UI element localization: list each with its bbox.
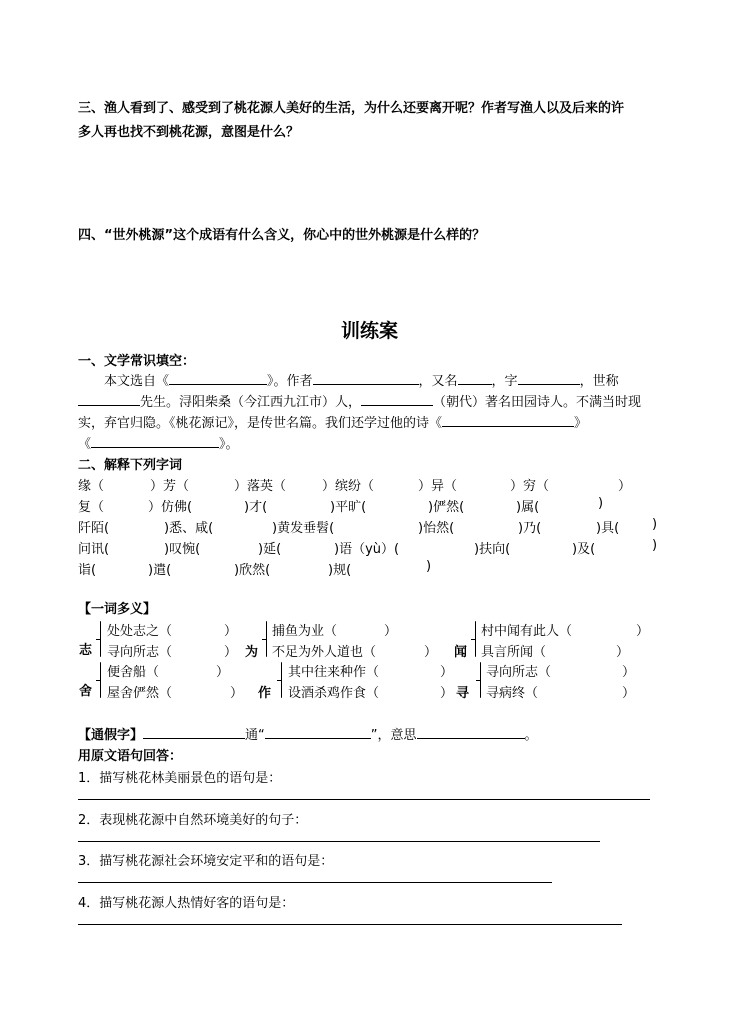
tongjia-label: 【通假字】 [78,728,144,743]
poly-sense-close: ） [622,686,636,701]
poly-sense-close: ） [440,665,454,680]
vocab-term: )属( [516,500,540,515]
brace-icon [266,621,267,657]
vocab-term: )黄发垂髫( [272,521,335,536]
poly-sense-close: ） [616,645,630,660]
answer-heading: 用原文语句回答： [78,749,183,764]
vocab-term: ）仿佛( [148,500,193,515]
literature-line-1: 本文选自《 》。作者 ，又名 ，字 ，世称 [104,370,619,389]
vocab-term: ） [618,479,632,494]
poly-sense: 捕鱼为业（ [272,624,338,639]
poly-sense-close: ） [216,665,230,680]
answer-line-4[interactable] [78,924,622,925]
poly-char-zuo: 作 [258,686,272,701]
poly-char-she: 舍 [79,684,93,699]
blank-author[interactable] [313,371,419,385]
vocab-term: )乃( [518,521,542,536]
vocab-term: 阡陌( [78,521,110,536]
vocab-term: ）缤纷（ [322,479,375,494]
tongjia-line: 【通假字】 通“ ”，意思 。 [78,724,538,743]
vocab-term: 问讯( [78,542,110,557]
poly-char-zhi: 志 [79,643,93,658]
answer-line-2[interactable] [78,841,600,842]
section-2-heading: 二、解释下列字词 [78,458,183,473]
blank-alias[interactable] [458,371,492,385]
literature-line-2: 先生。浔阳柴桑（今江西九江市）人， （朝代）著名田园诗人。不满当时现 [78,391,641,410]
blank-poem-2[interactable] [91,434,219,448]
poly-sense-close: ） [224,624,238,639]
question-3-line-1: 三、渔人看到了、感受到了桃花源人美好的生活，为什么还要离开呢？作者写渔人以及后来的许 [78,101,625,116]
poly-sense-close: ） [384,624,398,639]
literature-line-3: 实，弃官归隐。《桃花源记》，是传世名篇。我们还学过他的诗《 》 [78,412,587,431]
brace-icon [475,621,476,657]
poly-sense: 设酒杀鸡作食（ [288,686,380,701]
vocab-term: )规( [328,563,352,578]
vocab-term: 缘（ [78,479,105,494]
vocab-term: ) [652,538,658,553]
vocab-term: )扶向( [474,542,511,557]
poly-char-wen: 闻 [454,645,468,660]
poly-sense: 寻病终（ [486,686,539,701]
vocab-term: ) [598,496,604,511]
vocab-term: 复（ [78,500,105,515]
answer-question-4: 4．描写桃花源人热情好客的语句是： [78,896,295,911]
blank-source[interactable] [169,371,267,385]
poly-sense: 处处志之（ [107,624,173,639]
vocab-term: ）落英（ [234,479,287,494]
vocab-term: )欣然( [234,563,271,578]
poly-sense: 寻向所志（ [486,665,552,680]
vocab-term: )才( [244,500,268,515]
poly-sense: 便舍船（ [107,665,160,680]
vocab-term: )具( [596,521,620,536]
vocab-term: ）芳（ [150,479,190,494]
vocab-term: )悉、咸( [164,521,214,536]
poly-sense-close: ） [440,686,454,701]
poly-sense: 村中闻有此人（ [481,624,573,639]
answer-question-2: 2．表现桃花源中自然环境美好的句子： [78,813,308,828]
poly-sense-close: ） [622,665,636,680]
brace-icon [100,662,101,698]
brace-icon [480,662,481,698]
vocab-term: ）异（ [418,479,458,494]
poly-sense-close: ） [636,624,650,639]
vocab-term: 诣( [78,563,97,578]
poly-char-wei: 为 [245,645,259,660]
vocab-term: )怡然( [418,521,455,536]
answer-question-1: 1．描写桃花林美丽景色的语句是： [78,771,282,786]
brace-icon [281,662,282,698]
answer-line-1[interactable] [78,799,650,800]
vocab-term: ) [652,517,658,532]
brace-icon [100,621,101,657]
vocab-term: )遣( [148,563,172,578]
vocab-term: )延( [258,542,282,557]
vocab-term: ) [426,559,432,574]
blank-tongjia-target[interactable] [265,725,371,739]
blank-poem-1[interactable] [442,413,574,427]
vocab-term: ）穷（ [510,479,550,494]
poly-sense: 具言所闻（ [481,645,547,660]
answer-question-3: 3．描写桃花源社会环境安定平和的语句是： [78,854,334,869]
blank-tongjia-char[interactable] [143,725,245,739]
literature-line-4: 《 》。 [78,433,239,452]
poly-sense: 不足为外人道也（ [272,645,377,660]
blank-courtesy-name[interactable] [518,371,580,385]
poly-sense-close: ） [224,645,238,660]
poly-sense-close: ） [424,645,438,660]
vocab-term: )及( [572,542,596,557]
question-3-line-2: 多人再也找不到桃花源，意图是什么？ [78,125,300,140]
poly-sense: 寻向所志（ [107,645,173,660]
question-4: 四、“世外桃源”这个成语有什么含义，你心中的世外桃源是什么样的？ [78,228,486,243]
vocab-term: )语（yù）( [334,542,400,557]
blank-tongjia-meaning[interactable] [417,725,525,739]
poly-sense: 屋舍俨然（ [107,686,173,701]
polysemy-heading: 【一词多义】 [78,602,157,617]
blank-dynasty[interactable] [361,392,433,406]
poly-sense: 其中往来种作（ [288,665,380,680]
blank-title[interactable] [78,392,140,406]
section-1-heading: 一、文学常识填空： [78,354,196,369]
poly-sense-close: ） [230,686,244,701]
vocab-term: )叹惋( [164,542,201,557]
poly-char-xun: 寻 [456,686,470,701]
page-title: 训练案 [341,320,399,342]
vocab-term: )俨然( [428,500,465,515]
vocab-term: )平旷( [330,500,367,515]
answer-line-3[interactable] [78,882,552,883]
